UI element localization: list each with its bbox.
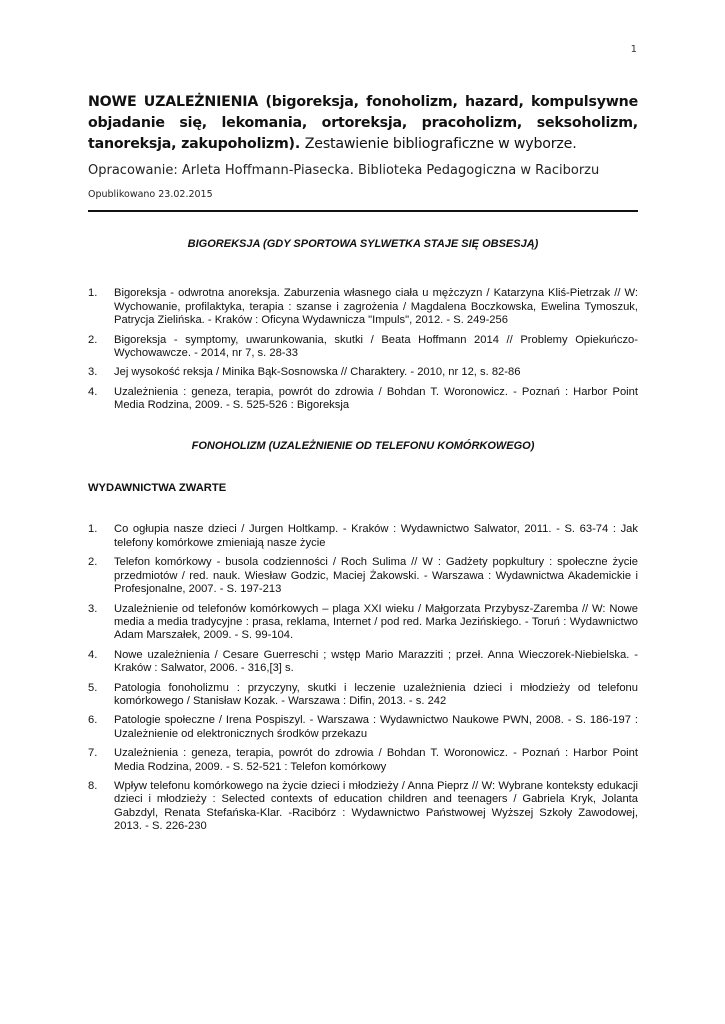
- author-line: Opracowanie: Arleta Hoffmann-Piasecka. Biblioteka Pedagogiczna w Raciborzu: [88, 163, 600, 178]
- item-text: Patologia fonoholizmu : przyczyny, skutki i leczenie uzależnienia dzieci i młodzieży od telefonu komórkowego / Stanisław Kozak. - Warszawa : Difin, 2013. - s. 242: [114, 681, 638, 707]
- item-text: Telefon komórkowy - busola codzienności / Roch Sulima // W : Gadżety popkultury : społeczne życie przedmiotów / red. nauk. Wiesław Godzic, Maciej Żakowski. - Warszawa : Wydawnictwa Akademickie i Profesjonalne, 2007. - S. 197-213: [114, 556, 638, 596]
- item-text: Co ogłupia nasze dzieci / Jurgen Holtkamp. - Kraków : Wydawnictwo Salwator, 2011. - S. 63-74 : Jak telefony komórkowe zmieniają nasze życie: [114, 523, 638, 549]
- item-text: Bigoreksja - odwrotna anoreksja. Zaburzenia własnego ciała u mężczyzn / Katarzyna Kliś-Pietrzak // W: Wychowanie, profilaktyka, terapia : szanse i zagrożenia / Magdalena Boczkowska, Ewelina Tymoszuk, Patrycja Zielińska. - Kraków : Oficyna Wydawnicza "Impuls", 2012. - S. 249-256: [114, 287, 638, 327]
- item-number: 2.: [88, 333, 98, 346]
- list-item: [88, 556, 638, 596]
- item-number: 6.: [88, 714, 98, 727]
- item-text: Wpływ telefonu komórkowego na życie dzieci i młodzieży / Anna Pieprz // W: Wybrane konteksty edukacji dzieci i młodzieży : Selected contexts of education children and teenagers / Gabriela Kryk, Jolanta Gabzdyl, Renata Stefańska-Klar. -Racibórz : Wydawnictwo Państwowej Wyższej Szkoły Zawodowej, 2013. - S. 226-230: [114, 779, 638, 833]
- list-item: [88, 287, 638, 327]
- section-title-fonoholizm: FONOHOLIZM (UZALEŻNIENIE OD TELEFONU KOMÓRKOWEGO): [191, 439, 535, 452]
- list-item: [88, 603, 638, 643]
- item-number: 8.: [88, 779, 98, 792]
- section-title-bigoreksja: BIGOREKSJA (GDY SPORTOWA SYLWETKA STAJE SIĘ OBSESJĄ): [187, 238, 539, 250]
- list-item: [88, 780, 638, 834]
- item-number: 4.: [88, 648, 98, 661]
- document-subtitle: Zestawienie bibliograficzne w wyborze.: [304, 136, 577, 152]
- document-body: [88, 238, 638, 840]
- item-text: Patologie społeczne / Irena Pospiszyl. - Warszawa : Wydawnictwo Naukowe PWN, 2008. - S. 186-197 : Uzależnienie od elektronicznych środków przekazu: [114, 714, 638, 740]
- item-text: Uzależnienia : geneza, terapia, powrót do zdrowia / Bohdan T. Woronowicz. - Poznań : Harbor Point Media Rodzina, 2009. - S. 52-521 : Telefon komórkowy: [114, 747, 638, 773]
- publication-date: Opublikowano 23.02.2015: [88, 189, 213, 200]
- list-item: [88, 747, 638, 774]
- list-item: [88, 334, 638, 361]
- item-number: 1.: [88, 523, 98, 536]
- list-item: [88, 714, 638, 741]
- list-item: [88, 366, 638, 379]
- item-number: 1.: [88, 287, 98, 300]
- subheading-wydawnictwa-zwarte: WYDAWNICTWA ZWARTE: [88, 482, 227, 495]
- document-title-main: NOWE UZALEŻNIENIA (bigoreksja, fonoholizm, hazard, kompulsywne objadanie się, lekomania, ortoreksja, pracoholizm, seksoholizm, tanoreksja, zakupoholizm).: [88, 94, 638, 152]
- item-number: 4.: [88, 385, 98, 398]
- document-header: [88, 92, 638, 200]
- item-number: 3.: [88, 366, 98, 379]
- list-item: [88, 649, 638, 676]
- item-text: Bigoreksja - symptomy, uwarunkowania, skutki / Beata Hoffmann 2014 // Problemy Opiekuńczo-Wychowawcze. - 2014, nr 7, s. 28-33: [114, 333, 638, 360]
- item-text: Jej wysokość reksja / Minika Bąk-Sosnowska // Charaktery. - 2010, nr 12, s. 82-86: [114, 366, 521, 379]
- item-text: Nowe uzależnienia / Cesare Guerreschi ; wstęp Mario Marazziti ; przeł. Anna Wieczorek-Niebielska. - Kraków : Salwator, 2006. - 316,[3] s.: [114, 648, 638, 675]
- document-title: [88, 92, 638, 155]
- bibliography-list-bigoreksja: [88, 287, 638, 412]
- item-number: 2.: [88, 556, 98, 569]
- item-number: 3.: [88, 602, 98, 615]
- bibliography-list-fonoholizm: [88, 523, 638, 833]
- header-divider: [88, 210, 638, 212]
- list-item: [88, 682, 638, 709]
- list-item: [88, 386, 638, 413]
- item-text: Uzależnienia : geneza, terapia, powrót do zdrowia / Bohdan T. Woronowicz. - Poznań : Harbor Point Media Rodzina, 2009. - S. 525-526 : Bigoreksja: [114, 385, 638, 412]
- list-item: [88, 523, 638, 550]
- item-text: Uzależnienie od telefonów komórkowych – plaga XXI wieku / Małgorzata Przybysz-Zaremba // W: Nowe media a media tradycyjne : prasa, reklama, Internet / pod red. Marka Jezińskiego. - Toruń : Wydawnictwo Adam Marszałek, 2009. - S. 99-104.: [114, 602, 638, 642]
- item-number: 7.: [88, 747, 98, 760]
- page-number: 1: [630, 44, 637, 55]
- item-number: 5.: [88, 681, 98, 694]
